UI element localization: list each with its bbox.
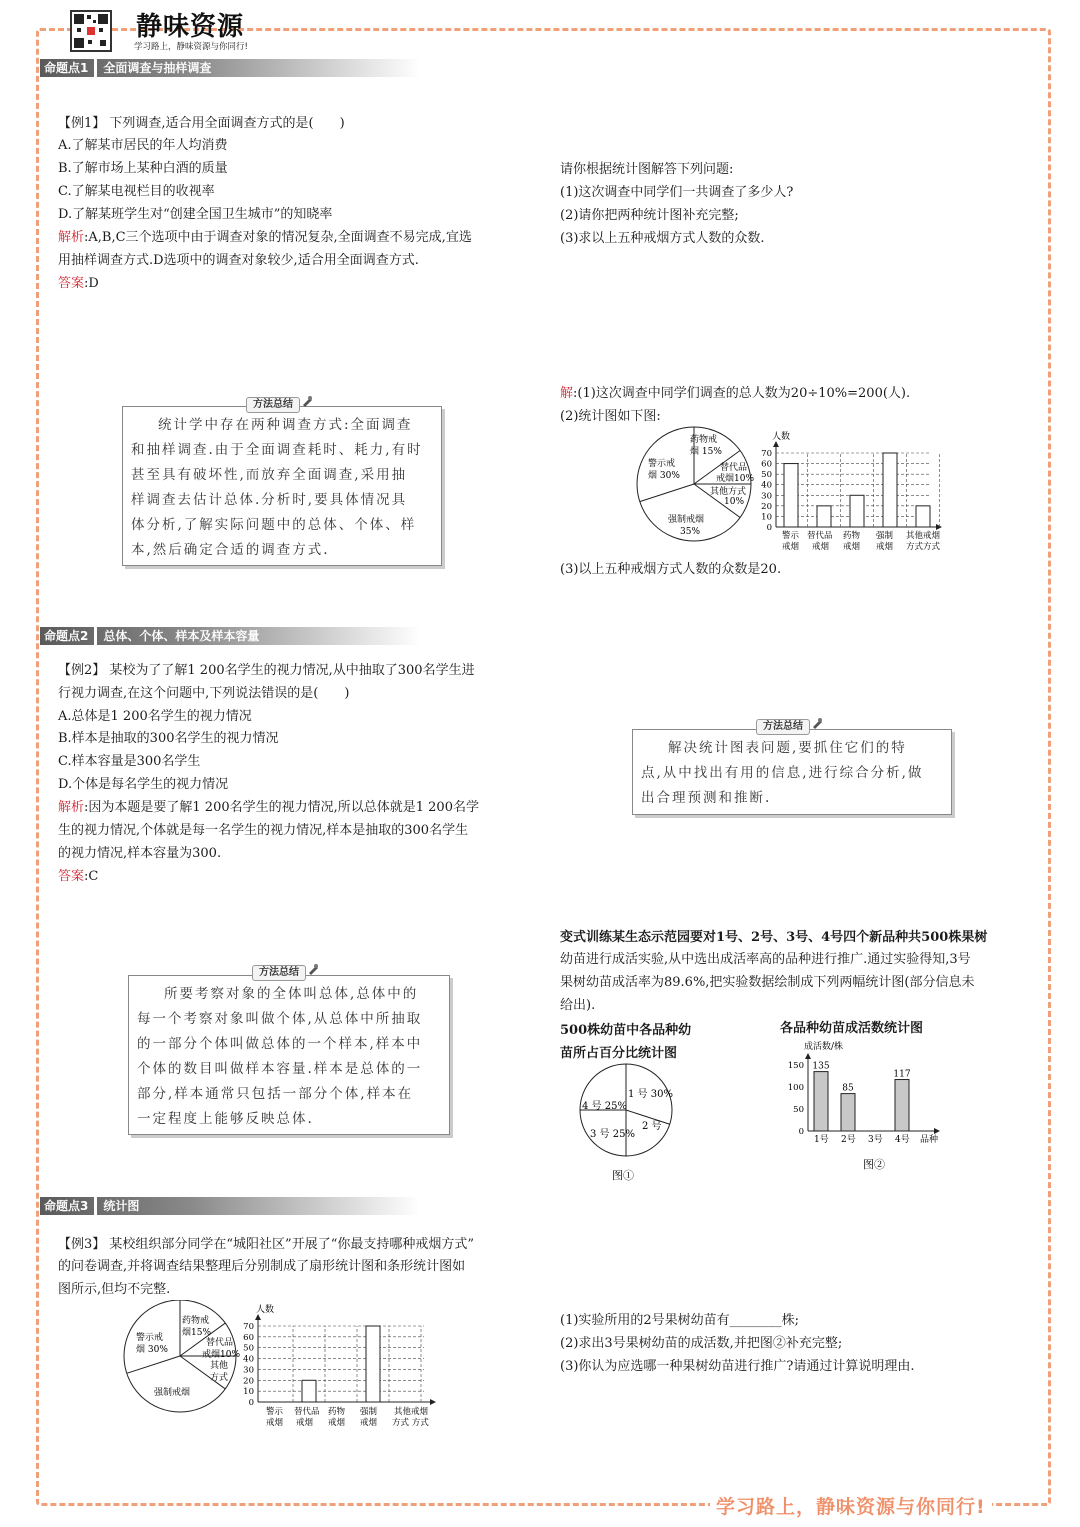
example-3-question: 【例3】 某校组织部分同学在“城阳社区”开展了“你最支持哪种戒烟方式” [58, 1237, 474, 1252]
bar [366, 1326, 380, 1402]
badge-label: 方法总结 [763, 721, 803, 732]
solution-bar-chart [760, 426, 960, 556]
y-axis-label: 人数 [772, 432, 791, 442]
analysis-label: 解析 [58, 230, 85, 245]
solution-text: :(1)这次调查中同学们调查的总人数为20÷10%=200(人). [573, 386, 911, 401]
option-d: D.了解某班学生对“创建全国卫生城市”的知晓率 [58, 207, 333, 222]
x-tick-label: 戒烟 [812, 542, 830, 552]
summary-line: 统计学中存在两种调查方式:全面调查 [158, 417, 413, 433]
right-question-2: (2)请你把两种统计图补充完整; [560, 208, 739, 223]
variant-pie-title: 500株幼苗中各品种幼 [560, 1023, 692, 1038]
method-summary-badge [246, 397, 300, 413]
pie-label: 3 号 25% [590, 1129, 635, 1140]
pie-label: 烟15% [182, 1328, 212, 1338]
answer-value: :D [84, 276, 99, 291]
variant-line-4: 给出). [560, 998, 596, 1013]
summary-line: 甚至具有破坏性,而放弃全面调查,采用抽 [131, 467, 408, 483]
right-question-3: (3)求以上五种戒烟方式人数的众数. [560, 231, 765, 246]
y-tick-label: 10 [761, 512, 772, 523]
analysis-text: :A,B,C三个选项中由于调查对象的情况复杂,全面调查不易完成,宜选 [84, 230, 472, 245]
x-tick-label: 强制 [360, 1407, 378, 1417]
y-tick-label: 50 [793, 1105, 804, 1115]
variant-line-3: 果树幼苗成活率为89.6%,把实验数据绘制成下列两幅统计图(部分信息未 [560, 975, 975, 990]
variant-bar-chart [780, 1038, 950, 1173]
variant-question-2: (2)求出3号果树幼苗的成活数,并把图②补充完整; [560, 1336, 843, 1351]
example-1-question: 【例1】 下列调查,适合用全面调查方式的是( ) [58, 116, 345, 131]
footer-slogan: 学习路上，静味资源与你同行! [710, 1492, 992, 1519]
pie-label: 35% [680, 527, 701, 537]
right-question-intro: 请你根据统计图解答下列问题: [560, 162, 734, 177]
x-tick-label: 药物 [328, 1407, 346, 1417]
x-tick-label: 4号 [895, 1135, 910, 1145]
x-tick-label: 戒烟 [360, 1418, 378, 1428]
x-tick-label: 戒烟 [843, 542, 861, 552]
y-tick-label: 50 [761, 470, 772, 481]
y-axis-label: 人数 [256, 1305, 275, 1315]
method-summary-box-2 [128, 975, 450, 1135]
method-summary-badge [756, 719, 810, 735]
y-tick-label: 150 [787, 1061, 804, 1071]
analysis-1-cont: 用抽样调查方式.D选项中的调查对象较少,适合用全面调查方式. [58, 253, 419, 268]
pie-label: 4 号 25% [582, 1101, 627, 1112]
analysis-label: 解析 [58, 800, 85, 815]
x-axis-arrow [934, 1128, 940, 1134]
pie-label: 其他 [210, 1361, 229, 1371]
x-tick-label: 方式方式 [906, 542, 941, 552]
x-tick-label: 警示 [782, 531, 800, 541]
badge-label: 方法总结 [253, 399, 293, 410]
y-tick-label: 40 [243, 1354, 254, 1365]
analysis-2 [58, 800, 479, 816]
example-2-question-cont: 行视力调查,在这个问题中,下列说法错误的是( ) [58, 686, 350, 701]
variant-line-1: 变式训练某生态示范园要对1号、2号、3号、4号四个新品种共500株果树 [560, 930, 988, 945]
option-c: C.样本容量是300名学生 [58, 754, 201, 769]
y-tick-label: 30 [761, 491, 772, 502]
variant-line-2: 幼苗进行成活实验,从中选出成活率高的品种进行推广.通过实验得知,3号 [560, 952, 971, 967]
section-title: 全面调查与抽样调查 [103, 61, 212, 75]
y-tick-label: 20 [761, 501, 772, 512]
pie-label: 药物戒 [690, 435, 718, 445]
pie-label: 10% [724, 497, 745, 507]
solution-3: (3)以上五种戒烟方式人数的众数是20. [560, 562, 782, 577]
x-tick-label: 强制 [876, 531, 894, 541]
summary-line: 样调查去估计总体.分析时,要具体情况具 [131, 492, 408, 508]
solution-pie-chart [632, 424, 762, 544]
summary-line: 点,从中找出有用的信息,进行综合分析,做 [641, 765, 924, 781]
bar [302, 1380, 316, 1402]
analysis-2-cont: 生的视力情况,个体就是每一名学生的视力情况,样本是抽取的300名学生 [58, 823, 469, 838]
x-tick-label: 替代品 [294, 1407, 320, 1417]
pie-label: 1 号 30% [628, 1089, 673, 1100]
summary-line: 本,然后确定合适的调查方式. [131, 542, 330, 558]
x-tick-label: 戒烟 [296, 1418, 314, 1428]
example-3-bar-chart [234, 1300, 444, 1430]
summary-line: 的一部分个体叫做总体的一个样本,样本中 [137, 1036, 423, 1052]
pie-label: 药物戒 [182, 1316, 210, 1326]
bar [817, 506, 831, 527]
answer-label: 答案 [58, 276, 85, 291]
summary-line: 一定程度上能够反映总体. [137, 1111, 314, 1127]
example-2-question: 【例2】 某校为了了解1 200名学生的视力情况,从中抽取了300名学生进 [58, 663, 475, 678]
y-tick-label: 50 [243, 1343, 254, 1354]
y-tick-label: 40 [761, 480, 772, 491]
y-tick-label: 0 [248, 1398, 254, 1408]
x-tick-label: 其他戒烟 [394, 1407, 429, 1417]
right-question-1: (1)这次调查中同学们一共调查了多少人? [560, 185, 794, 200]
figure-label: 图① [612, 1169, 634, 1182]
x-tick-label: 3号 [868, 1135, 883, 1145]
bar [784, 464, 798, 527]
pie-label: 替代品 [720, 463, 748, 473]
pie-label: 警示戒 [136, 1333, 164, 1343]
answer-1 [58, 276, 99, 292]
bar [814, 1072, 828, 1131]
pie-label: 强制戒烟 [154, 1388, 191, 1398]
bar-value-label: 85 [842, 1083, 854, 1094]
answer-value: :C [84, 869, 99, 884]
option-b: B.了解市场上某种白酒的质量 [58, 161, 228, 176]
variant-pie-title-cont: 苗所占百分比统计图 [560, 1046, 678, 1061]
bar-value-label: 117 [893, 1069, 911, 1080]
x-tick-label: 戒烟 [328, 1418, 346, 1428]
y-tick-label: 30 [243, 1365, 254, 1376]
example-3-question-cont2: 图所示,但均不完整. [58, 1282, 171, 1297]
variant-bar-title: 各品种幼苗成活数统计图 [780, 1021, 924, 1036]
option-a: A.总体是1 200名学生的视力情况 [58, 709, 252, 724]
x-tick-label: 1号 [814, 1135, 829, 1145]
section-label: 命题点1 [40, 59, 97, 77]
pen-icon [811, 717, 823, 729]
option-c: C.了解某电视栏目的收视率 [58, 184, 215, 199]
y-axis-arrow [805, 1053, 811, 1059]
variant-pie-chart [576, 1060, 686, 1185]
option-d: D.个体是每名学生的视力情况 [58, 777, 229, 792]
pen-icon [307, 963, 319, 975]
x-axis-arrow [936, 524, 942, 530]
section-title: 总体、个体、样本及样本容量 [103, 629, 260, 643]
answer-label: 答案 [58, 869, 85, 884]
summary-line: 解决统计图表问题,要抓住它们的特 [668, 740, 907, 756]
pie-label: 烟 15% [690, 447, 722, 457]
y-tick-label: 0 [766, 523, 772, 533]
summary-line: 体分析,了解实际问题中的总体、个体、样 [131, 517, 417, 533]
x-tick-label: 其他戒烟 [906, 531, 941, 541]
pie-label: 烟 30% [648, 471, 680, 481]
figure-label: 图② [863, 1158, 885, 1171]
x-tick-label: 戒烟 [266, 1418, 284, 1428]
x-axis-label: 品种 [920, 1135, 939, 1145]
variant-question-1: (1)实验所用的2号果树幼苗有________株; [560, 1313, 800, 1328]
summary-line: 个体的数目叫做样本容量.样本是总体的一 [137, 1061, 423, 1077]
example-3-question-cont: 的问卷调查,并将调查结果整理后分别制成了扇形统计图和条形统计图如 [58, 1259, 466, 1274]
analysis-2-cont2: 的视力情况,样本容量为300. [58, 846, 222, 861]
pie-label: 烟 30% [136, 1345, 168, 1355]
bar [850, 495, 864, 527]
pie-label: 强制戒烟 [668, 515, 705, 525]
section-header-2 [40, 627, 420, 645]
y-tick-label: 70 [243, 1322, 254, 1332]
x-tick-label: 警示 [266, 1407, 284, 1417]
solution-1 [560, 386, 910, 402]
solution-2: (2)统计图如下图: [560, 409, 661, 424]
y-axis-label: 成活数/株 [804, 1042, 844, 1052]
x-tick-label: 戒烟 [782, 542, 800, 552]
bar-value-label: 135 [812, 1061, 830, 1072]
solution-label: 解 [560, 386, 574, 401]
x-tick-label: 药物 [843, 531, 861, 541]
bar [916, 506, 930, 527]
method-summary-badge [252, 965, 306, 981]
site-title: 静味资源 [136, 12, 245, 42]
analysis-text: :因为本题是要了解1 200名学生的视力情况,所以总体就是1 200名学 [84, 800, 479, 815]
y-tick-label: 20 [243, 1376, 254, 1387]
x-tick-label: 替代品 [807, 531, 833, 541]
pie-label: 方式 [210, 1373, 229, 1383]
analysis-1 [58, 230, 472, 246]
badge-label: 方法总结 [259, 967, 299, 978]
section-header-3 [40, 1197, 420, 1215]
pie-label: 戒烟10% [716, 474, 755, 484]
y-tick-label: 10 [243, 1387, 254, 1398]
qr-code-icon [70, 10, 112, 52]
section-header-1 [40, 59, 420, 77]
summary-line: 所要考察对象的全体叫总体,总体中的 [164, 986, 419, 1002]
x-tick-label: 方式 方式 [392, 1418, 429, 1428]
bar [895, 1080, 909, 1131]
y-tick-label: 60 [761, 459, 772, 470]
y-tick-label: 100 [787, 1083, 804, 1093]
method-summary-box-3 [632, 729, 952, 815]
option-a: A.了解某市居民的年人均消费 [58, 138, 228, 153]
pen-icon [301, 395, 313, 407]
pie-label: 戒烟10% [202, 1350, 241, 1360]
variant-question-3: (3)你认为应选哪一种果树幼苗进行推广?请通过计算说明理由. [560, 1359, 915, 1374]
answer-2 [58, 869, 98, 885]
bar [841, 1094, 855, 1131]
x-tick-label: 戒烟 [876, 542, 894, 552]
bar [883, 453, 897, 527]
section-title: 统计图 [103, 1199, 140, 1213]
pie-label: 其他方式 [710, 487, 747, 497]
y-tick-label: 60 [243, 1332, 254, 1343]
method-summary-box-1 [122, 406, 442, 566]
y-tick-label: 0 [798, 1127, 804, 1137]
y-tick-label: 70 [761, 449, 772, 459]
section-label: 命题点2 [40, 627, 97, 645]
summary-line: 每一个考察对象叫做个体,从总体中所抽取 [137, 1011, 423, 1027]
site-subtitle: 学习路上，静味资源与你同行! [134, 42, 248, 52]
section-label: 命题点3 [40, 1197, 97, 1215]
pie-label: 警示戒 [648, 459, 676, 469]
x-tick-label: 2号 [841, 1135, 856, 1145]
summary-line: 和抽样调查.由于全面调查耗时、耗力,有时 [131, 442, 423, 458]
summary-line: 出合理预测和推断. [641, 790, 772, 806]
option-b: B.样本是抽取的300名学生的视力情况 [58, 731, 279, 746]
x-axis-arrow [430, 1399, 436, 1405]
pie-label: 替代品 [206, 1338, 234, 1348]
pie-label: 2 号 [642, 1121, 662, 1132]
summary-line: 部分,样本通常只包括一部分个体,样本在 [137, 1086, 414, 1102]
example-3-pie-chart [118, 1300, 243, 1415]
